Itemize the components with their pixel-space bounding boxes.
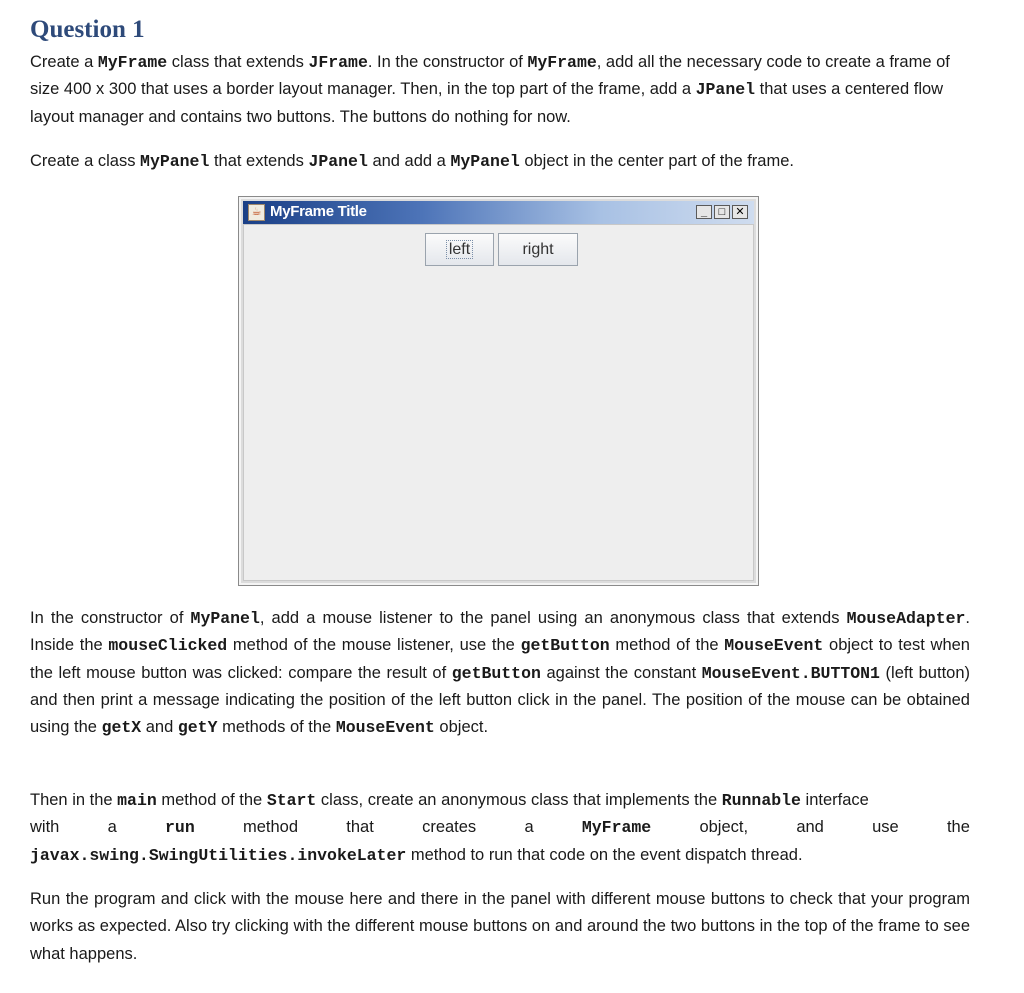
window-title: MyFrame Title (270, 203, 367, 220)
maximize-icon[interactable]: □ (714, 205, 730, 219)
paragraph-5: Run the program and click with the mouse here and there in the panel with different mouse buttons to check that your program works as expected. Also try clicking with the different mouse buttons on and around the two buttons in the top of the frame to see what happens. (30, 890, 970, 963)
left-button-label: left (446, 240, 473, 259)
left-button[interactable] (425, 233, 494, 266)
window-controls (696, 205, 748, 219)
paragraph-4-line-1: Then in the main method of the Start class, create an anonymous class that implements the Runnable interface (30, 791, 869, 810)
paragraph-4 (30, 787, 970, 869)
paragraph-4-line-3: javax.swing.SwingUtilities.invokeLater method to run that code on the event dispatch thread. (30, 845, 803, 865)
frame-content-panel[interactable] (243, 224, 754, 581)
window-titlebar (243, 201, 754, 224)
paragraph-2: Create a class MyPanel that extends JPanel and add a MyPanel object in the center part of the frame. (30, 152, 794, 171)
paragraph-4-line-2: with a run method that creates a MyFrame object, and use the (30, 818, 970, 838)
minimize-icon[interactable]: _ (696, 205, 712, 219)
close-icon[interactable]: ✕ (732, 205, 748, 219)
java-icon: ☕ (248, 204, 265, 221)
paragraph-1: Create a MyFrame class that extends JFrame. In the constructor of MyFrame, add all the necessary code to create a frame of size 400 x 300 that uses a border layout manager. Then, in the top part of the frame, add a JPanel that uses a centered flow layout manager and contains two buttons. The buttons do nothing for now. (30, 53, 950, 126)
right-button[interactable] (498, 233, 578, 266)
paragraph-3: In the constructor of MyPanel, add a mouse listener to the panel using an anonymous class that extends MouseAdapter. Inside the mouseClicked method of the mouse listener, use the getButton method of the MouseEvent object to test when the left mouse button was clicked: compare the result of getButton against the constant MouseEvent.BUTTON1 (left button) and then print a message indicating the position of the left button click in the panel. The position of the mouse can be obtained using the getX and getY methods of the MouseEvent object. (30, 609, 971, 738)
right-button-label: right (522, 241, 554, 258)
myframe-window-screenshot (238, 196, 759, 586)
question-heading: Question 1 (30, 16, 145, 43)
